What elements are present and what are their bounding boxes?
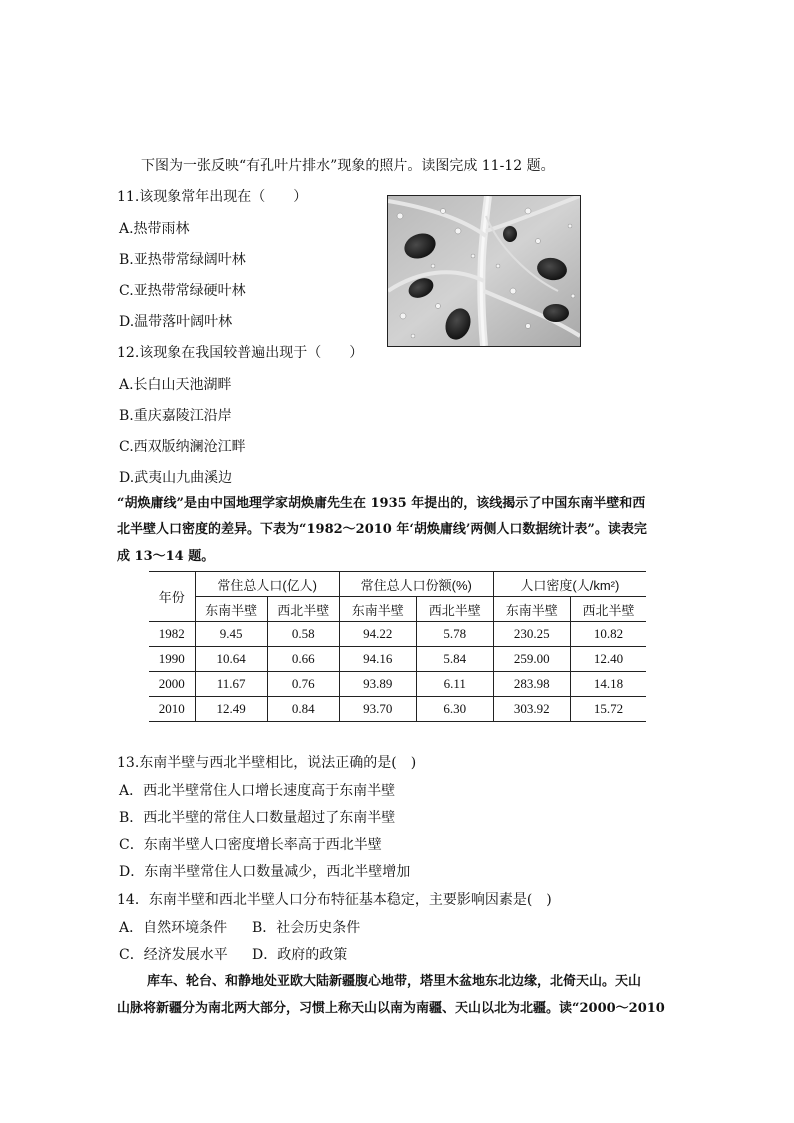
- table-cell: 5.78: [416, 622, 493, 647]
- q12-option-a: A.长白山天池湖畔: [119, 377, 232, 393]
- table-cell: 259.00: [493, 647, 570, 672]
- q12-option-c: C.西双版纳澜沧江畔: [119, 439, 246, 455]
- leaf-photo-image: [388, 196, 580, 346]
- q14-option-b: B．社会历史条件: [252, 920, 361, 936]
- q12-option-b: B.重庆嘉陵江沿岸: [119, 408, 232, 424]
- table-header-population: 常住总人口(亿人): [195, 572, 339, 597]
- table-cell: 11.67: [195, 672, 267, 697]
- table-cell: 6.30: [416, 697, 493, 722]
- table-cell: 9.45: [195, 622, 267, 647]
- table-cell: 0.66: [267, 647, 339, 672]
- table-cell: 94.16: [339, 647, 416, 672]
- table-row: [149, 672, 646, 697]
- q13-option-a: A．西北半壁常住人口增长速度高于东南半壁: [119, 783, 396, 799]
- table-subheader: 东南半壁: [339, 597, 416, 622]
- table-row: [149, 622, 646, 647]
- table-cell-year: 1982: [149, 622, 195, 647]
- q11-option-c: C.亚热带常绿硬叶林: [119, 283, 246, 299]
- population-table: [149, 571, 646, 722]
- q12-stem: 12.该现象在我国较普遍出现于（ ）: [117, 345, 364, 361]
- table-cell: 93.89: [339, 672, 416, 697]
- table-subheader: 东南半壁: [195, 597, 267, 622]
- intro-text-2-line2: 北半壁人口密度的差异。下表为“1982～2010 年‘胡焕庸线’两侧人口数据统计表”。读表完: [117, 522, 647, 537]
- q11-option-b: B.亚热带常绿阔叶林: [119, 252, 246, 268]
- q14-stem: 14．东南半壁和西北半壁人口分布特征基本稳定，主要影响因素是( ): [117, 892, 552, 908]
- table-subheader: 东南半壁: [493, 597, 570, 622]
- q13-option-c: C．东南半壁人口密度增长率高于西北半壁: [119, 837, 382, 853]
- table-cell: 12.49: [195, 697, 267, 722]
- table-cell-year: 2010: [149, 697, 195, 722]
- q13-option-b: B．西北半壁的常住人口数量超过了东南半壁: [119, 810, 396, 826]
- q11-stem: 11.该现象常年出现在（ ）: [117, 189, 308, 205]
- table-cell: 93.70: [339, 697, 416, 722]
- table-cell: 5.84: [416, 647, 493, 672]
- q14-option-d: D．政府的政策: [252, 947, 348, 963]
- table-cell: 0.76: [267, 672, 339, 697]
- table-cell: 230.25: [493, 622, 570, 647]
- q14-option-a: A．自然环境条件: [119, 920, 228, 936]
- table-cell-year: 2000: [149, 672, 195, 697]
- table-subheader: 西北半壁: [267, 597, 339, 622]
- table-row: [149, 697, 646, 722]
- table-cell: 0.84: [267, 697, 339, 722]
- table-cell: 10.82: [570, 622, 646, 647]
- q12-option-d: D.武夷山九曲溪边: [119, 470, 233, 486]
- table-subheader: 西北半壁: [416, 597, 493, 622]
- table-header-density: 人口密度(人/km²): [493, 572, 646, 597]
- intro-text-2-line1: “胡焕庸线”是由中国地理学家胡焕庸先生在 1935 年提出的，该线揭示了中国东南半壁和西: [117, 496, 646, 511]
- q11-option-d: D.温带落叶阔叶林: [119, 314, 233, 330]
- table-cell: 94.22: [339, 622, 416, 647]
- table-cell: 0.58: [267, 622, 339, 647]
- intro-text-3-line2: 山脉将新疆分为南北两大部分，习惯上称天山以南为南疆、天山以北为北疆。读“2000～2010: [117, 1001, 665, 1016]
- q11-option-a: A.热带雨林: [119, 221, 190, 237]
- table-header-share: 常住总人口份额(%): [339, 572, 493, 597]
- leaf-photo: [387, 195, 581, 347]
- table-cell: 6.11: [416, 672, 493, 697]
- table-header-year: 年份: [149, 572, 195, 622]
- intro-text-1: 下图为一张反映“有孔叶片排水”现象的照片。读图完成 11-12 题。: [141, 158, 555, 174]
- table-cell: 12.40: [570, 647, 646, 672]
- intro-text-3-line1: 库车、轮台、和静地处亚欧大陆新疆腹心地带，塔里木盆地东北边缘，北倚天山。天山: [147, 974, 642, 989]
- intro-text-2-line3: 成 13～14 题。: [117, 549, 215, 564]
- table-cell-year: 1990: [149, 647, 195, 672]
- table-cell: 15.72: [570, 697, 646, 722]
- q13-stem: 13.东南半壁与西北半壁相比，说法正确的是( ): [117, 755, 417, 771]
- table-cell: 14.18: [570, 672, 646, 697]
- table-cell: 283.98: [493, 672, 570, 697]
- table-subheader: 西北半壁: [570, 597, 646, 622]
- table-cell: 10.64: [195, 647, 267, 672]
- table-cell: 303.92: [493, 697, 570, 722]
- q13-option-d: D．东南半壁常住人口数量减少，西北半壁增加: [119, 864, 411, 880]
- q14-option-c: C．经济发展水平: [119, 947, 228, 963]
- table-row: [149, 647, 646, 672]
